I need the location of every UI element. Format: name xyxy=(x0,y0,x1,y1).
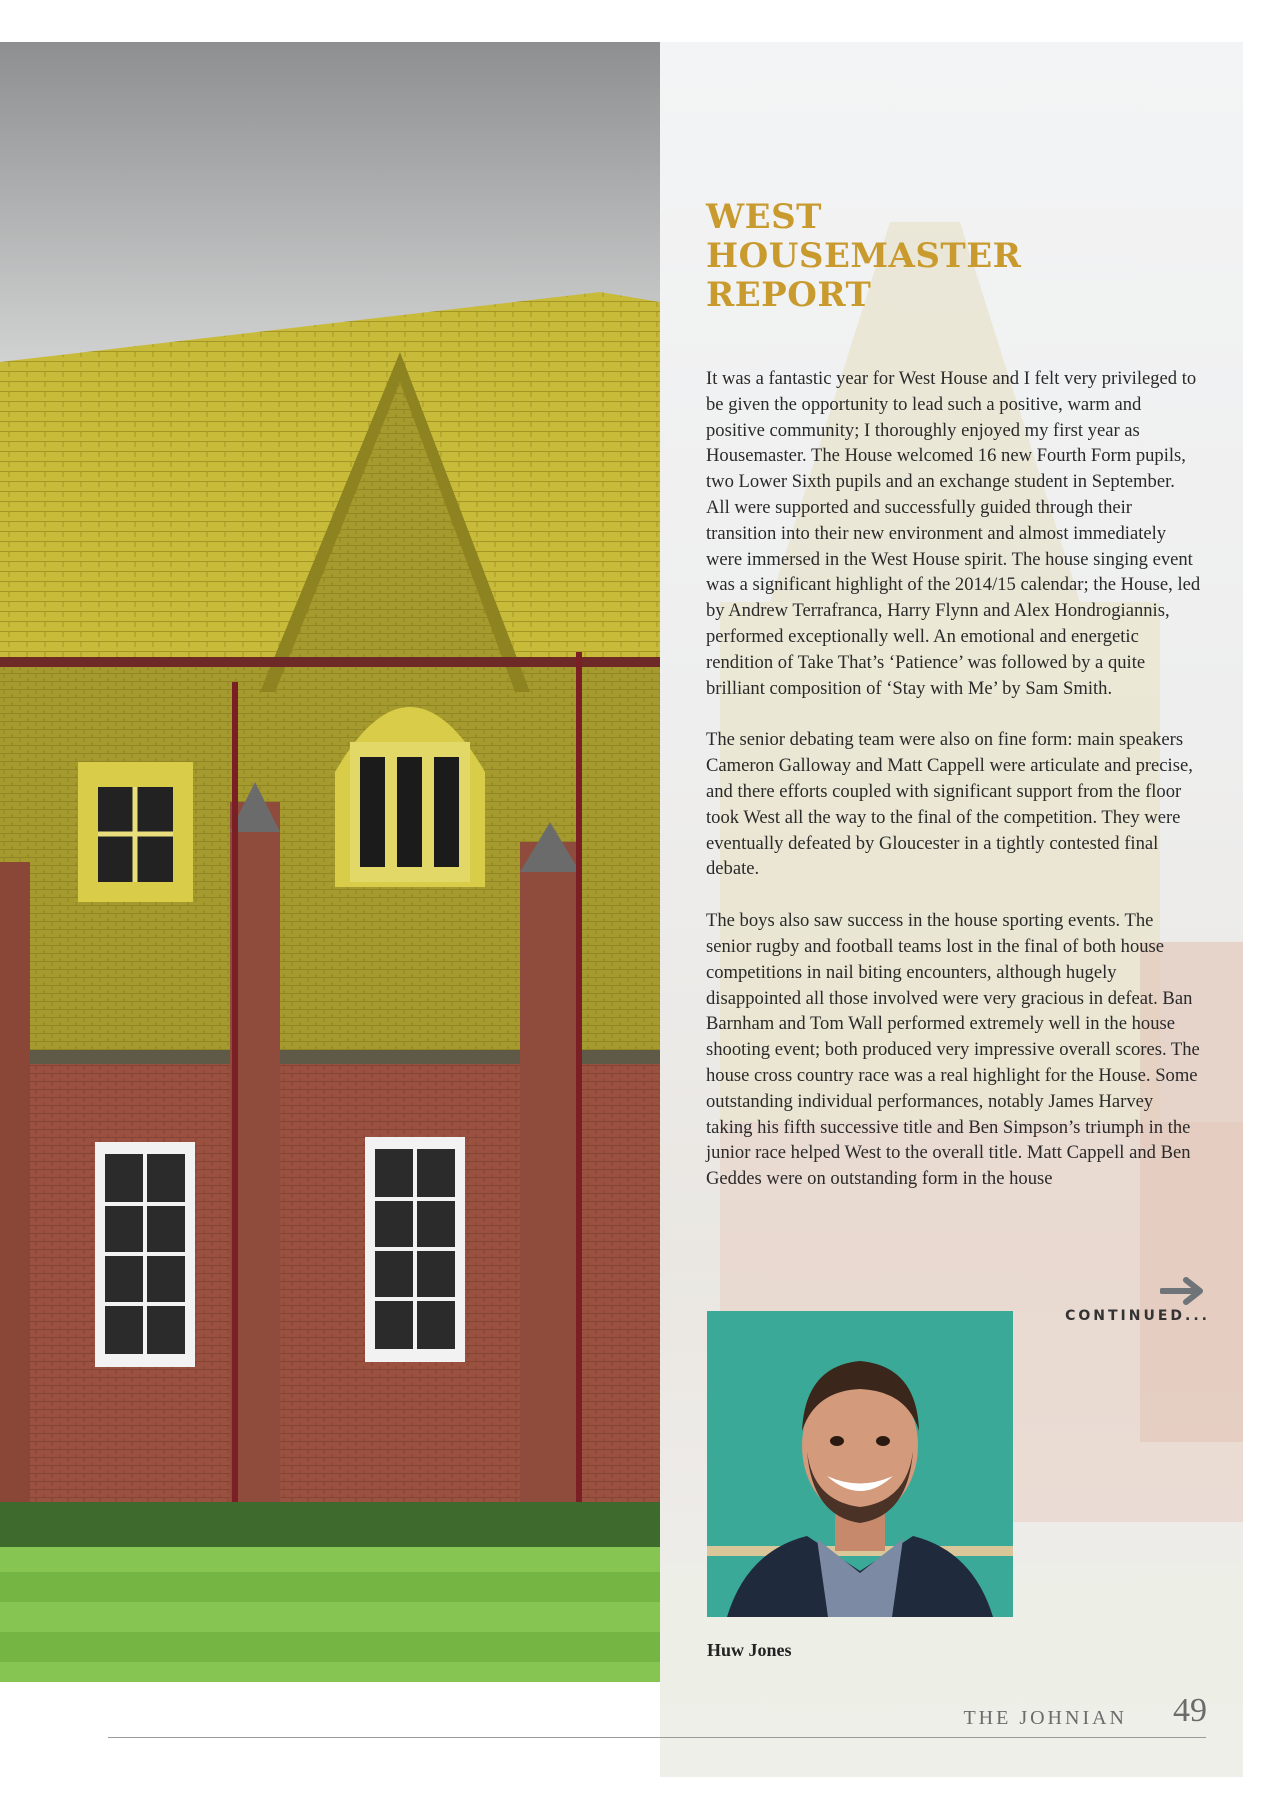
title-line: HOUSEMASTER xyxy=(706,236,1022,276)
title-line: WEST xyxy=(706,197,822,237)
title-line: REPORT xyxy=(706,275,872,315)
continued-label: CONTINUED... xyxy=(1065,1308,1210,1324)
portrait-photo xyxy=(707,1311,1013,1617)
article-title xyxy=(706,198,1066,315)
page-number: 49 xyxy=(1173,1692,1207,1729)
arrow-right-icon xyxy=(1160,1276,1206,1306)
paragraph: The boys also saw success in the house sporting events. The senior rugby and football teams lost in the final of both house competitions in nail biting encounters, although hugely disappointed all those involved were very gracious in defeat. Ban Barnham and Tom Wall performed extremely well in the house shooting event; both produced very impressive overall scores. The house cross country race was a real highlight for the House. Some outstanding individual performances, notably James Harvey taking his fifth successive title and Ben Simpson’s triumph in the junior race helped West to the overall title. Matt Cappell and Ben Geddes were on outstanding form in the house xyxy=(706,910,1200,1190)
portrait-caption: Huw Jones xyxy=(707,1640,792,1660)
building-photo xyxy=(0,42,660,1682)
continued-link[interactable] xyxy=(1040,1276,1210,1336)
publication-name: THE JOHNIAN xyxy=(963,1707,1127,1729)
paragraph: It was a fantastic year for West House and I felt very privileged to be given the opportunity to lead such a positive, warm and positive community; I thoroughly enjoyed my first year as Housemaster. The House welcomed 16 new Fourth Form pupils, two Lower Sixth pupils and an exchange student in September. All were supported and successfully guided through their transition into their new environment and almost immediately were immersed in the West House spirit. The house singing event was a significant highlight of the 2014/15 calendar; the House, led by Andrew Terrafranca, Harry Flynn and Alex Hondrogiannis, performed exceptionally well. An emotional and energetic rendition of Take That’s ‘Patience’ was followed by a quite brilliant composition of ‘Stay with Me’ by Sam Smith. xyxy=(706,368,1201,699)
paragraph: The senior debating team were also on fine form: main speakers Cameron Galloway and Matt Cappell were articulate and precise, and there efforts coupled with significant support from the floor took West all the way to the final of the competition. They were eventually defeated by Gloucester in a tightly contested final debate. xyxy=(706,729,1193,880)
footer-divider xyxy=(108,1737,1206,1738)
article-body xyxy=(706,366,1202,1218)
